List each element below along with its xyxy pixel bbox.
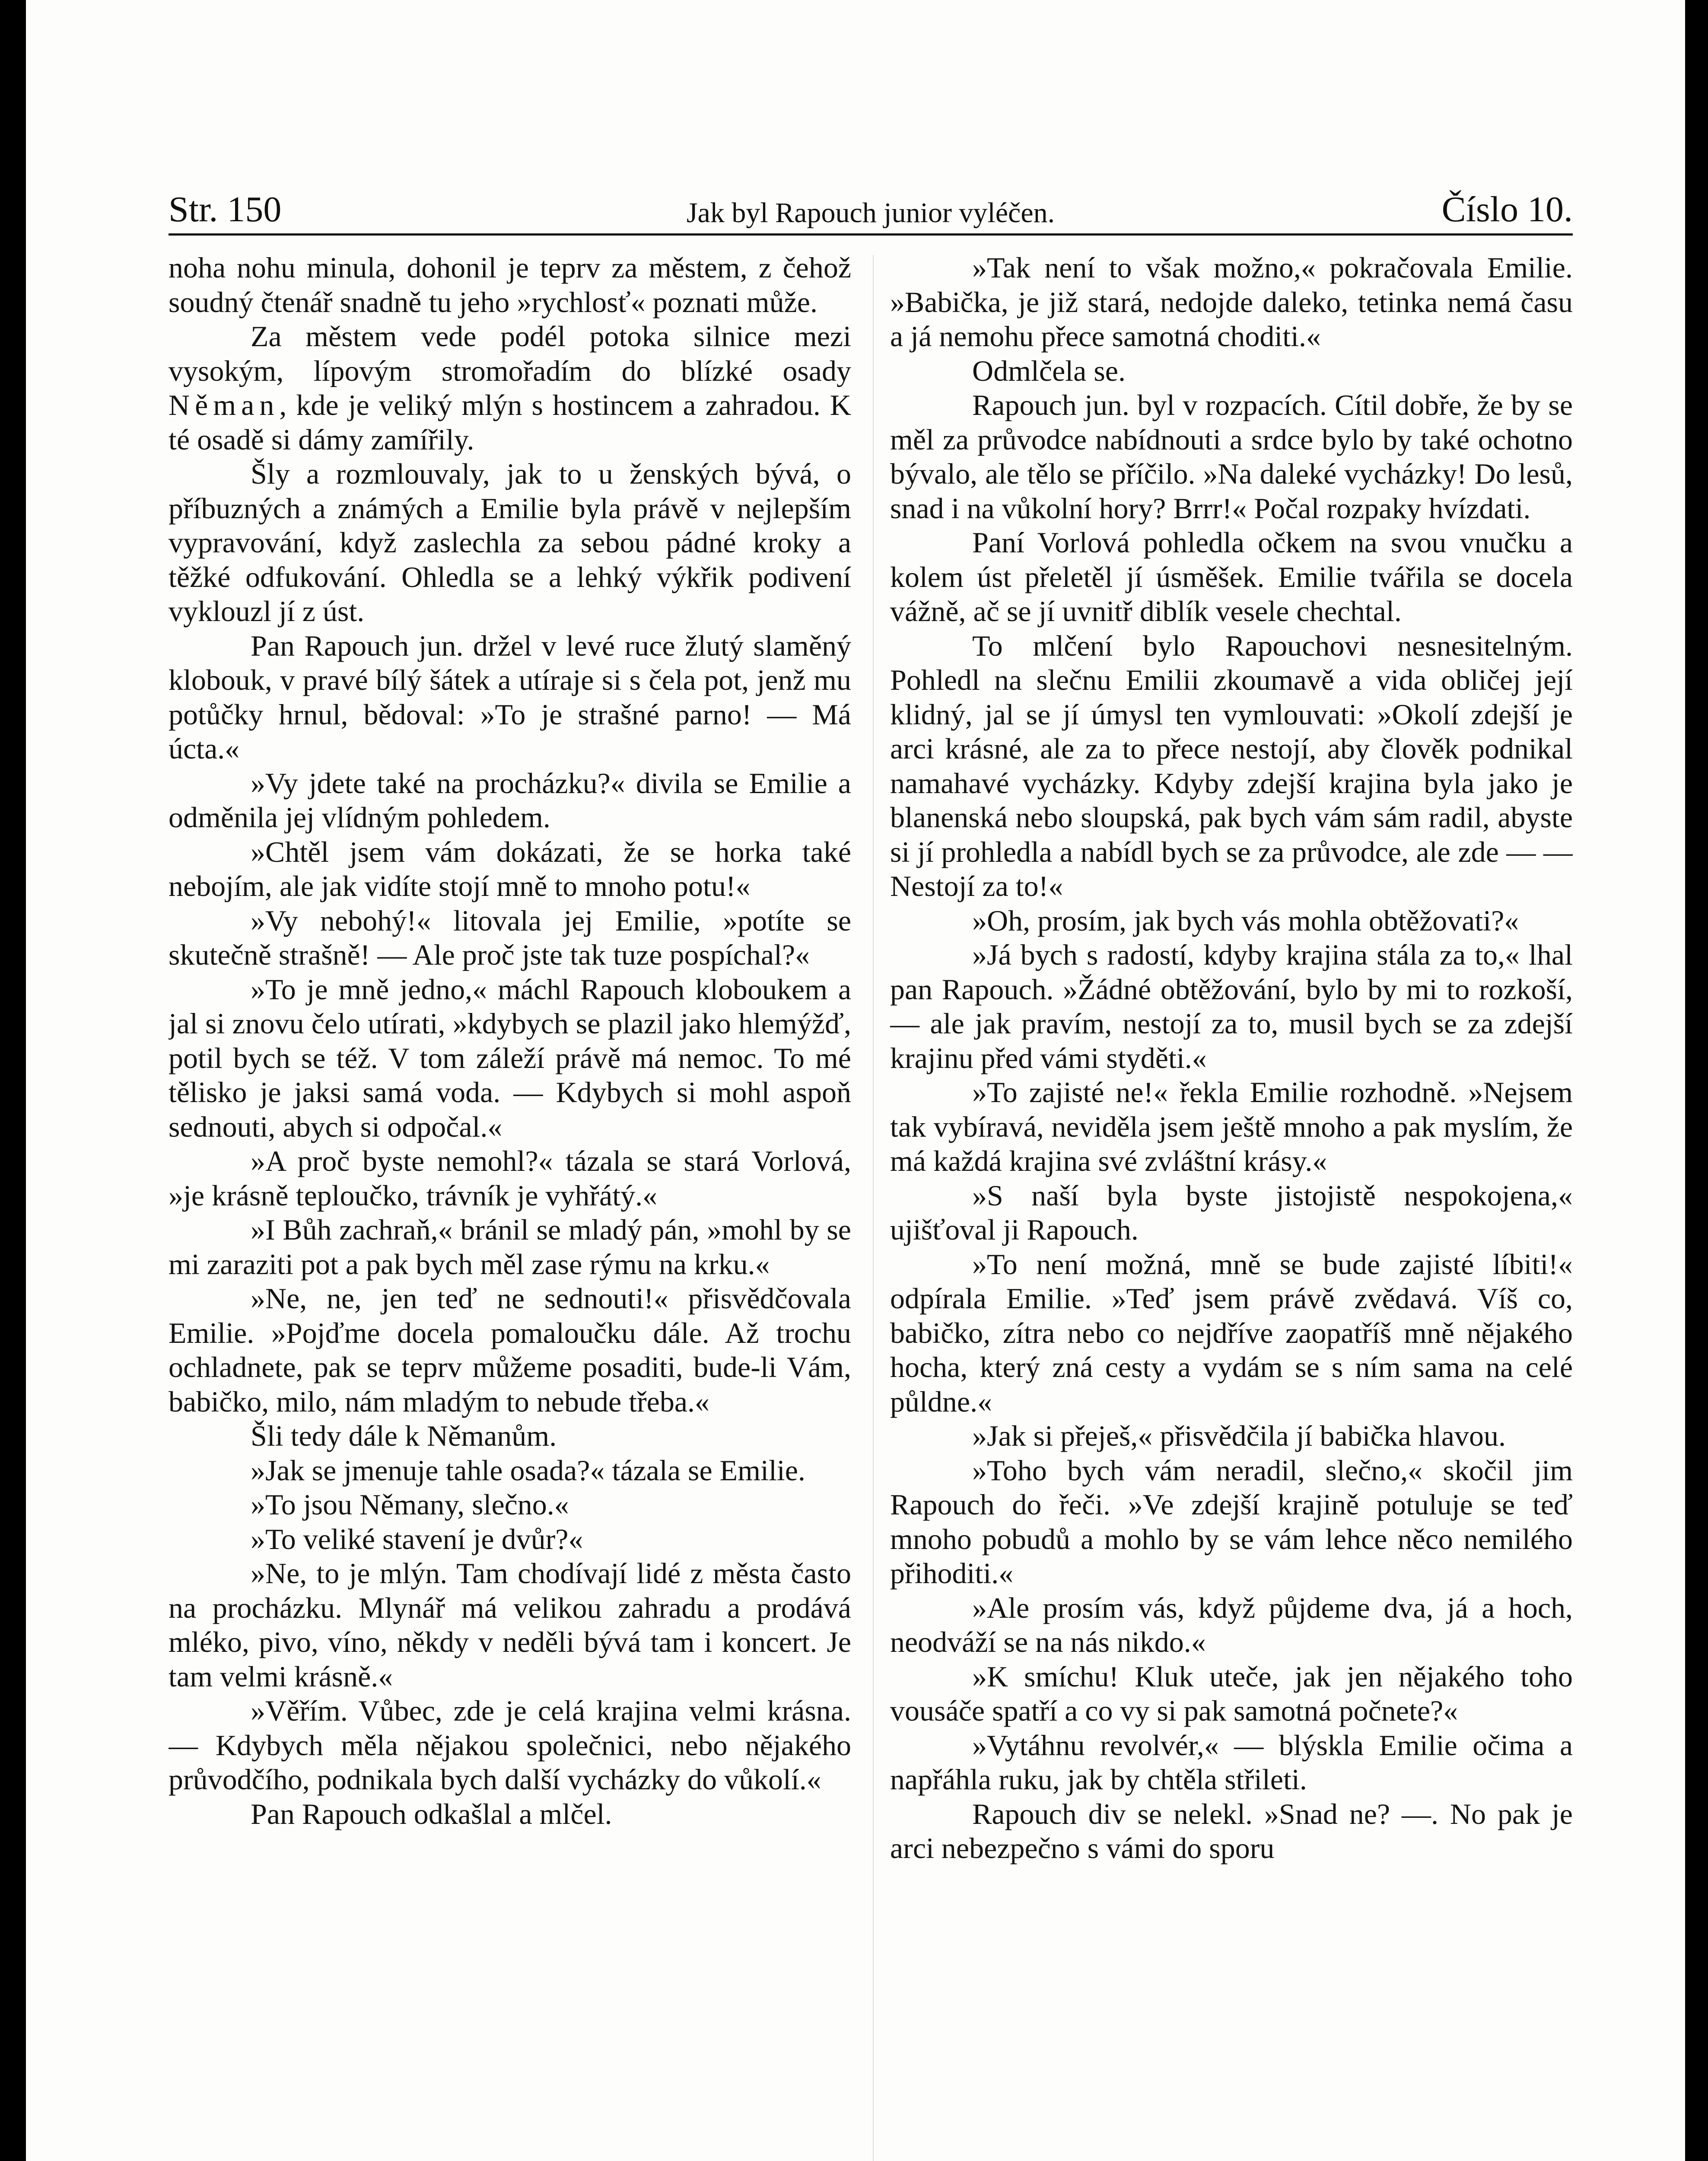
paragraph-with-village	[169, 319, 851, 457]
paragraph: Šli tedy dále k Němanům.	[251, 1419, 557, 1452]
paragraph-text: Za městem vede podél potoka silnice mezi vysokým, lípovým stromořadím do blízké osady	[169, 320, 851, 387]
running-title: Jak byl Rapouch junior vyléčen.	[686, 197, 1055, 229]
paragraph: »Oh, prosím, jak bych vás mohla obtěžovati?«	[972, 904, 1519, 937]
paragraph: »K smíchu! Kluk uteče, jak jen nějakého toho vousáče spatří a co vy si pak samotná počnete?«	[890, 1660, 1573, 1727]
paragraph: Pan Rapouch jun. držel v levé ruce žlutý slaměný klobouk, v pravé bílý šátek a utíraje si s čela pot, jenž mu potůčky hrnul, bědoval: »To je strašné parno! — Má úcta.«	[169, 629, 851, 765]
paragraph: »To jsou Němany, slečno.«	[251, 1488, 569, 1521]
page-header	[169, 186, 1573, 236]
paragraph: »Tak není to však možno,« pokračovala Emilie. »Babička, je již stará, nedojde daleko, tetinka nemá času a já nemohu přece samotná choditi.«	[890, 251, 1573, 353]
paragraph: »Toho bych vám neradil, slečno,« skočil jim Rapouch do řeči. »Ve zdejší krajině potuluje se teď mnoho pobudů a mohlo by se vám lehce něco nemilého přihoditi.«	[890, 1453, 1573, 1590]
paragraph: »Vy nebohý!« litovala jej Emilie, »potíte se skutečně strašně! — Ale proč jste tak tuze pospíchal?«	[169, 904, 851, 971]
paragraph: Pan Rapouch odkašlal a mlčel.	[251, 1797, 612, 1830]
issue-number: Číslo 10.	[1441, 189, 1573, 229]
paragraph: »Věřím. Vůbec, zde je celá krajina velmi krásna. — Kdybych měla nějakou společnici, nebo nějakého průvodčího, podnikala bych další vycházky do vůkolí.«	[169, 1694, 851, 1796]
paragraph: »Vy jdete také na procházku?« divila se Emilie a odměnila jej vlídným pohledem.	[169, 766, 851, 834]
paragraph: »Ne, ne, jen teď ne sednouti!« přisvědčovala Emilie. »Pojďme docela pomaloučku dále. Až trochu ochladnete, pak se teprv můžeme posaditi, bude-li Vám, babičko, milo, nám mladým to nebude třeba.«	[169, 1282, 851, 1418]
paragraph: »To není možná, mně se bude zajisté líbiti!« odpírala Emilie. »Teď jsem právě zvědavá. Víš co, babičko, zítra nebo co nejdříve zaopatříš mně nějakého hocha, který zná cesty a vydám se s ním sama na celé půldne.«	[890, 1247, 1573, 1418]
paragraph: Rapouch jun. byl v rozpacích. Cítil dobře, že by se měl za průvodce nabídnouti a srdce bylo by také ochotno bývalo, ale tělo se příčilo. »Na daleké vycházky! Do lesů, snad i na vůkolní hory? Brrr!« Počal rozpaky hvízdati.	[890, 389, 1573, 525]
page-number: Str. 150	[169, 189, 282, 229]
paragraph: »S naší byla byste jistojistě nespokojena,« ujišťoval ji Rapouch.	[890, 1179, 1573, 1246]
paragraph: Šly a rozmlouvaly, jak to u ženských bývá, o příbuzných a známých a Emilie byla právě v nejlepším vypravování, když zaslechla za sebou pádné kroky a těžké odfukování. Ohledla se a lehký výkřik podivení vyklouzl jí z úst.	[169, 457, 851, 628]
paragraph: »Vytáhnu revolvér,« — blýskla Emilie očima a napřáhla ruku, jak by chtěla střileti.	[890, 1728, 1573, 1796]
paragraph: »I Bůh zachraň,« bránil se mladý pán, »mohl by se mi zaraziti pot a pak bych měl zase rýmu na krku.«	[169, 1213, 851, 1281]
paragraph: »A proč byste nemohl?« tázala se stará Vorlová, »je krásně teploučko, trávník je vyhřátý.«	[169, 1144, 851, 1212]
paragraph: To mlčení bylo Rapouchovi nesnesitelným. Pohledl na slečnu Emilii zkoumavě a vida obličej její klidný, jal se jí úmysl ten vymlouvati: »Okolí zdejší je arci krásné, ale za to přece nestojí, aby člověk podnikal namahavé vycházky. Kdyby zdejší krajina byla jako je blanenská nebo sloupská, pak bych vám sám radil, abyste si jí prohledla a nabídl bych se za průvodce, ale zde — — Nestojí za to!«	[890, 629, 1573, 902]
column-divider	[873, 255, 874, 2161]
paragraph: »Já bych s radostí, kdyby krajina stála za to,« lhal pan Rapouch. »Žádné obtěžování, bylo by mi to rozkoší, — ale jak pravím, nestojí za to, musil bych se za zdejší krajinu před vámi styděti.«	[890, 938, 1573, 1074]
paragraph: noha nohu minula, dohonil je teprv za městem, z čehož soudný čtenář snadně tu jeho »rychlosť« poznati může.	[169, 251, 851, 319]
paragraph: »Ne, to je mlýn. Tam chodívají lidé z města často na procházku. Mlynář má velikou zahradu a prodává mléko, pivo, víno, někdy v neděli bývá tam i koncert. Je tam velmi krásně.«	[169, 1557, 851, 1693]
paragraph: »To je mně jedno,« máchl Rapouch kloboukem a jal si znovu čelo utírati, »kdybych se plazil jako hlemýžď, potil bych se též. V tom záleží právě má nemoc. To mé tělisko je jaksi samá voda. — Kdybych si mohl aspoň sednouti, abych si odpočal.«	[169, 972, 851, 1143]
paragraph: Paní Vorlová pohledla očkem na svou vnučku a kolem úst přeletěl jí úsměšek. Emilie tvářila se docela vážně, ač se jí uvnitř diblík vesele chechtal.	[890, 526, 1573, 628]
village-name: Něman	[169, 389, 280, 421]
paragraph: Rapouch div se nelekl. »Snad ne? —. No pak je arci nebezpečno s vámi do sporu	[890, 1797, 1573, 1865]
paragraph: »Jak si přeješ,« přisvědčila jí babička hlavou.	[972, 1419, 1506, 1452]
paragraph: »Chtěl jsem vám dokázati, že se horka také nebojím, ale jak vidíte stojí mně to mnoho potu!«	[169, 835, 851, 902]
paragraph: Odmlčela se.	[972, 354, 1126, 387]
paragraph-text: , kde je veliký mlýn s hostincem a zahradou. K té osadě si dámy zamířily.	[169, 389, 851, 456]
paragraph: »To veliké stavení je dvůr?«	[251, 1522, 583, 1555]
paragraph: »To zajisté ne!« řekla Emilie rozhodně. »Nejsem tak vybíravá, neviděla jsem ještě mnoho a pak myslím, že má každá krajina své zvláštní krásy.«	[890, 1076, 1573, 1177]
paragraph: »Ale prosím vás, když půjdeme dva, já a hoch, neodváží se na nás nikdo.«	[890, 1591, 1573, 1658]
left-column	[169, 251, 851, 2161]
right-column	[890, 251, 1573, 2161]
paragraph: »Jak se jmenuje tahle osada?« tázala se Emilie.	[251, 1453, 805, 1487]
